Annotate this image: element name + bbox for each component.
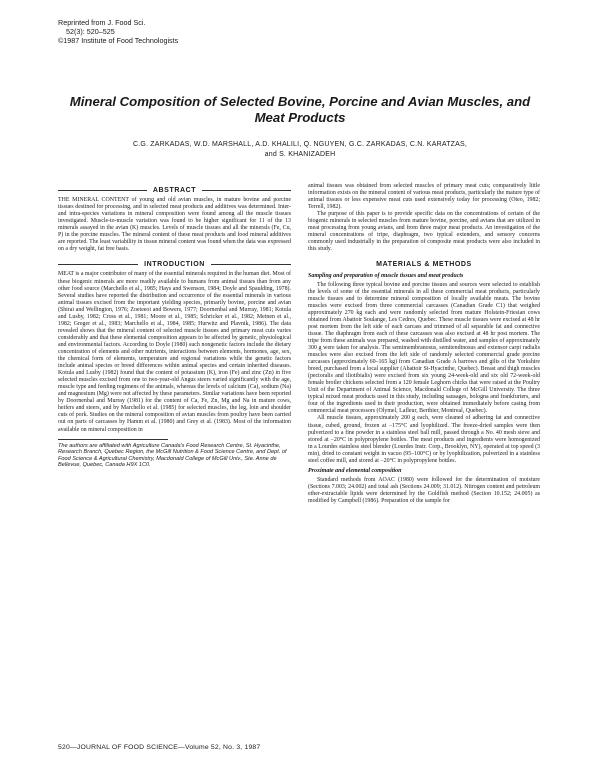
abstract-text: THE MINERAL CONTENT of young and old avian muscles, in mature bovine and porcine tissues destined for processing, and in selected meat products and additives was determined. Inter- and intra-species variations in mineral composition were found among all the muscle tissues investigated. Muscle-to-muscle variation was found to be higher significant for 11 of the 13 minerals assayed in the avian (K) muscles. Levels of muscle tissues and all the minerals (Fe, Cu, P) in the porcine muscles. The mineral content of these meat products and food mineral additives are reported. The least variability in tissue mineral content was found when the data was expressed on a dry weight, fat free basis. [58, 197, 291, 253]
affiliation-divider [58, 439, 168, 440]
page-footer: 520—JOURNAL OF FOOD SCIENCE—Volume 52, No. 3, 1987 [58, 744, 261, 751]
author-list [80, 140, 520, 160]
author-affiliation: The authors are affiliated with Agriculture Canada's Food Research Centre, St. Hyacinthe, Research Branch, Quebec Region, the McGill Nutrition & Food Science Centre, and Dept. of Food Science & Agricultural Chemistry, Macdonald College of McGill Univ., Ste. Anne de Bellevue, Quebec, Canada H9X 1C0. [58, 442, 287, 469]
authors-line-1: C.G. ZARKADAS, W.D. MARSHALL, A.D. KHALILI, Q. NGUYEN, G.C. ZARKADAS, C.N. KARATZAS, [132, 141, 468, 148]
introduction-paragraph: MEAT is a major contributor of many of the essential minerals required in the human diet. Most of these biogenic minerals are more readily available to humans from animal tissues than from any other food source (Marchello et al., 1985; Hays and Swenson, 1984; Doyle and Spaulding, 1978). Several studies have reported the distribution and occurrence of the essential minerals in various animal tissues excised from the important yielding species, primarily bovine, porcine and avian (Shirai and Wellington, 1976; Zoeteeoi and Bowers, 1977; Doornenbal and Murray, 1981; Kotula and Lusby, 1982; Cross et al., 1981; Moore et al., 1985; Schricker et al., 1982; Meinen et al., 1982; Greger et al., 1983; Marchello et al., 1984, 1985; Hurwitz and Plavnik, 1986). The data revealed shows that the mineral content of selected muscle tissues and primary meat cuts varies considerably and that these elemental composition appears to be affected by genetic, physiological and environmental factors. According to Doyle (1980) such nongenetic factors include the dietary concentration of elements and other nutrients, interactions between elements, hormones, age, sex, the chemical form of elements, temperature and regional variations while the genetic factors include animal species or breed differences within animal species and certain inherited diseases. Kotula and Lusby (1982) found that the content of potassium (K), iron (Fe) and zinc (Zn) in five selected muscles excised from one to two-year-old Angus steers varied significantly with the age, muscle type and feeding regimens of the animals, whereas the levels of calcium (Ca), sodium (Na) and magnesium (Mg) were not affected by these parameters. Similar variations have been reported by Doornenbal and Murray (1981) for the content of Ca, Fe, Zn, Mg and Na in mature cows, heifers and steers, and by Marchello et al. (1985) for selected muscles, the leg, loin and shoulder cuts of pork. Studies on the mineral composition of avian muscles from poultry have been carried out on parts of carcasses by Hamm et al. (1980) and Grey et al. (1983). Most of the information available on mineral composition in [58, 271, 291, 433]
right-column [308, 183, 540, 505]
proximate-subheading: Proximate and elemental composition [308, 467, 402, 474]
reprint-line-1: Reprinted from J. Food Sci. [58, 18, 146, 27]
article-title: Mineral Composition of Selected Bovine, Porcine and Avian Muscles, and Meat Products [69, 94, 531, 125]
reprint-notice [58, 18, 178, 45]
abstract-heading: ABSTRACT [58, 187, 291, 194]
authors-line-2: and S. KHANIZADEH [264, 151, 336, 158]
left-column [58, 183, 291, 469]
body-paragraph-1: animal tissues was obtained from selected muscles of primary meat cuts; comparatively little information exists on the mineral content of various meat products, particularly the mature type of animal tissues or less expensive meat cuts used extensively today for processing (Oteo, 1982; Terrell, 1982). [308, 183, 540, 211]
methods-paragraph-3: Standard methods from AOAC (1980) were followed for the determination of moisture (Sections 7.003; 24.002) and total ash (Sections 24.009; 31.012). Nitrogen content and petroleum ether-extractable lipids were determined by the Goldfish method (Section 10.152; 24.005) as modified by Campbell (1986). Preparation of the sample for [308, 476, 540, 504]
body-paragraph-2: The purpose of this paper is to provide specific data on the concentrations of certain of the biogenic minerals in selected muscles from mature bovine, porcine, and avians that are utilized in meat processing from young avians, and from three major meat products. An investigation of the mineral concentrations of tripe, diaphragm, two typical extenders, and sensory concerns commonly used industrially in the preparation of composite meat products were also included in this study. [308, 211, 540, 253]
sampling-subheading: Sampling and preparation of muscle tissues and meat products [308, 272, 464, 279]
reprint-line-2: 52(3): 520–525 [66, 27, 115, 36]
introduction-heading: INTRODUCTION [58, 261, 291, 268]
methods-heading: MATERIALS & METHODS [376, 261, 472, 269]
reprint-line-3: ©1987 Institute of Food Technologists [58, 36, 179, 45]
methods-paragraph-1: The following three typical bovine and porcine tissues and sources were selected to establish the levels of some of the essential minerals in all these commercial meat products, particularly muscle tissues and to determine mineral composition of locally available meats. The bovine muscles were excised from three commercial carcasses (Canadian Grade C1) that weighed approximately 270 kg each and were randomly selected from mature Holstein-Friesian cows obtained from Abattoir Soulange, Les Cedres, Quebec. These muscle tissues were excised at 48 hr post mortem from the left side of each carcass and trimmed of all separable fat and connective tissue. The diaphragm from each of these carcasses was also excised at 48 hr post mortem. The tripe from these animals was prepared, washed with distilled water, and samples of approximately 300 g were taken for analysis. The semimembranosus, semitendinosus and extensor carpi radialis muscles were also excised from the left side of randomly selected commercial grade porcine carcasses (approximately 60–165 kg) from Canadian Grade A barrows and gilts of the Yorkshire breed, purchased from a local supplier (Abattoir St-Hyacinthe, Quebec). Breast and thigh muscles (pectoralis and iliotibialis) were excised from six young 24-week-old and six old 72-week-old female broiler chickens selected from a 120 female Leghorn chicks that were raised at the Poultry Unit of the Department of Animal Science, Macdonald College of McGill University. The three typical mixed meat products used in this study, including sausages, bologna and frankfurters, and four of the ingredients used in their production, were obtained immediately before casing from commercial meat processors (Olymel, Lafleur, Berthier, Montreal, Quebec). [308, 281, 540, 415]
methods-paragraph-2: All muscle tissues, approximately 200 g each, were cleaned of adhering fat and connective tissue, cubed, ground, frozen at −175°C and lyophilized. The freeze-dried samples were then pulverized to a fine powder in a stainless steel ball mill, passed through a No. 40 mesh sieve and stored at −20°C in polypropylene bottles. The meat products and ingredients were homogenized in a Lourdes stainless steel blender (Lourdes Instr. Corp., Brooklyn, NY), operated at top speed (3 min), dried to constant weight in vacuo (95–100°C) or by lyophilization, pulverized in a stainless steel coffee mill, and stored at −20°C in polypropylene bottles. [308, 415, 540, 464]
